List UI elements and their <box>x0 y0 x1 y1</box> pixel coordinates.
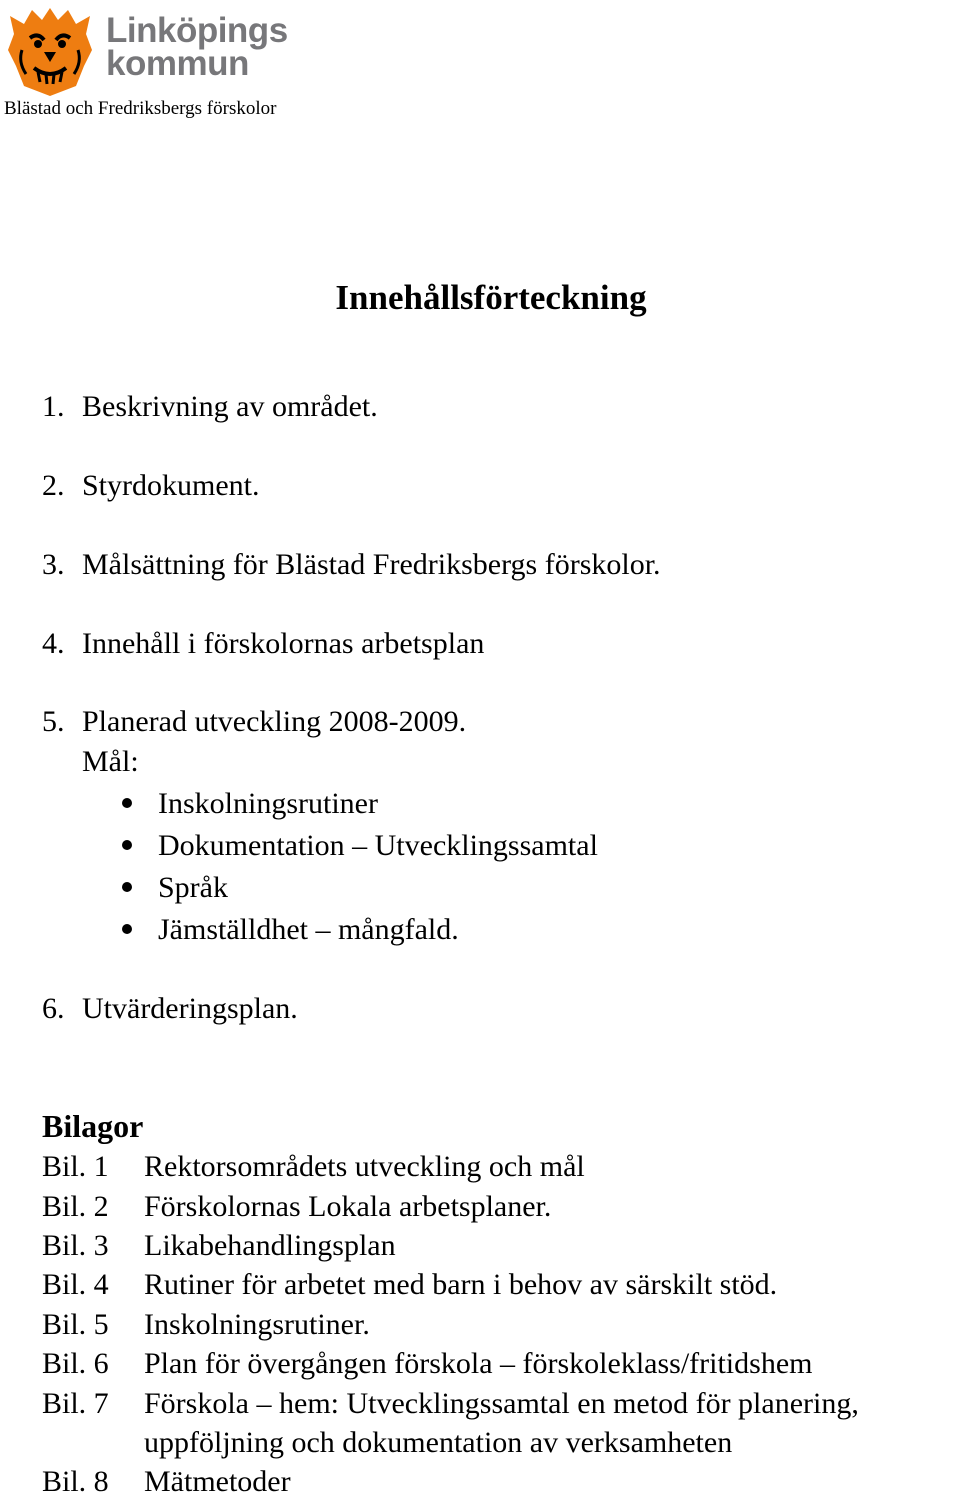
appendix-label: Bil. 2 <box>42 1190 109 1223</box>
appendix-item <box>42 1465 291 1499</box>
toc-text: Utvärderingsplan. <box>82 992 298 1025</box>
appendix-label: Bil. 5 <box>42 1308 109 1341</box>
logo-line-2: kommun <box>106 44 249 83</box>
appendix-label: Bil. 1 <box>42 1150 109 1183</box>
appendix-text: Plan för övergången förskola – förskoleklass/fritidshem <box>144 1347 813 1380</box>
goal-text: Dokumentation – Utvecklingssamtal <box>158 829 598 862</box>
toc-number: 6. <box>42 992 65 1025</box>
appendix-text: Likabehandlingsplan <box>144 1229 396 1262</box>
toc-item <box>42 469 260 503</box>
appendix-label: Bil. 6 <box>42 1347 109 1380</box>
appendix-label: Bil. 8 <box>42 1465 109 1498</box>
bullet-icon <box>122 798 132 808</box>
toc-item <box>42 705 466 739</box>
goals-label: Mål: <box>82 745 139 778</box>
linkoping-logo <box>4 6 304 101</box>
header-subtitle: Blästad och Fredriksbergs förskolor <box>4 98 277 119</box>
goal-bullet-item <box>122 829 598 863</box>
appendix-item <box>42 1347 812 1381</box>
toc-text: Beskrivning av området. <box>82 390 378 423</box>
toc-item <box>42 548 661 582</box>
toc-item <box>42 992 298 1026</box>
toc-item <box>42 390 378 424</box>
goal-bullet-item <box>122 871 228 905</box>
toc-number: 1. <box>42 390 65 423</box>
toc-text: Målsättning för Blästad Fredriksbergs förskolor. <box>82 548 661 581</box>
toc-text: Planerad utveckling 2008-2009. <box>82 705 467 738</box>
appendix-item <box>42 1190 551 1224</box>
appendix-text: Rutiner för arbetet med barn i behov av särskilt stöd. <box>144 1268 778 1301</box>
toc-text: Styrdokument. <box>82 469 260 502</box>
page-title: Innehållsförteckning <box>335 278 647 317</box>
bullet-icon <box>122 882 132 892</box>
appendix-item <box>42 1150 585 1184</box>
toc-text: Innehåll i förskolornas arbetsplan <box>82 627 485 660</box>
appendix-text: Rektorsområdets utveckling och mål <box>144 1150 585 1183</box>
lion-emblem-icon <box>4 6 96 98</box>
toc-item <box>42 627 484 661</box>
appendix-label: Bil. 3 <box>42 1229 109 1262</box>
appendix-label: Bil. 4 <box>42 1268 109 1301</box>
appendix-item <box>42 1268 777 1302</box>
goal-bullet-item <box>122 913 459 947</box>
logo-wordmark <box>106 11 288 83</box>
appendix-text: Förskolornas Lokala arbetsplaner. <box>144 1190 552 1223</box>
bullet-icon <box>122 924 132 934</box>
toc-number: 3. <box>42 548 65 581</box>
appendix-item <box>42 1387 859 1421</box>
toc-number: 5. <box>42 705 65 738</box>
toc-number: 2. <box>42 469 65 502</box>
appendix-item <box>42 1308 370 1342</box>
logo-line-1: Linköpings <box>106 11 288 50</box>
toc-number: 4. <box>42 627 65 660</box>
appendix-label: Bil. 7 <box>42 1387 109 1420</box>
goal-text: Jämställdhet – mångfald. <box>158 913 459 946</box>
appendices-heading: Bilagor <box>42 1108 144 1144</box>
appendix-text: Förskola – hem: Utvecklingssamtal en metod för planering, <box>144 1387 859 1420</box>
goal-text: Språk <box>158 871 228 904</box>
goal-bullet-item <box>122 787 378 821</box>
bullet-icon <box>122 840 132 850</box>
goal-text: Inskolningsrutiner <box>158 787 378 820</box>
appendix-text-continuation: uppföljning och dokumentation av verksamheten <box>144 1426 733 1459</box>
appendix-text: Mätmetoder <box>144 1465 291 1498</box>
appendix-item <box>42 1229 396 1263</box>
appendix-text: Inskolningsrutiner. <box>144 1308 370 1341</box>
